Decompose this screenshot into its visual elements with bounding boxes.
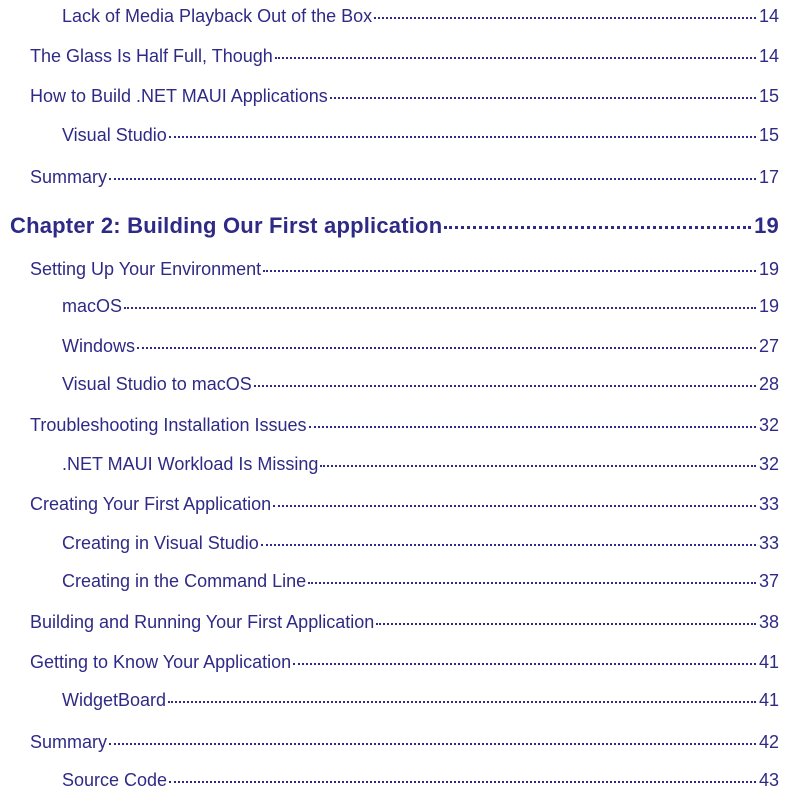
- toc-entry-page: 33: [758, 494, 779, 514]
- toc-dot-leader: [168, 701, 756, 703]
- toc-entry-title: Visual Studio to macOS: [62, 374, 252, 394]
- toc-entry-page: 15: [758, 125, 779, 145]
- toc-chapter-entry[interactable]: [10, 213, 779, 239]
- toc-dot-leader: [261, 544, 756, 546]
- toc-entry-title: macOS: [62, 296, 123, 316]
- toc-dot-leader: [309, 426, 756, 428]
- toc-dot-leader: [273, 505, 756, 507]
- toc-entry-page: 17: [758, 167, 779, 187]
- toc-entry-page: 42: [758, 732, 779, 752]
- toc-entry[interactable]: [62, 690, 779, 711]
- toc-entry-page: 37: [758, 571, 779, 591]
- toc-entry[interactable]: [30, 612, 779, 633]
- toc-dot-leader: [275, 57, 756, 59]
- toc-entry-title: Troubleshooting Installation Issues: [30, 415, 307, 435]
- toc-dot-leader: [330, 97, 756, 99]
- toc-entry-page: 15: [758, 86, 779, 106]
- toc-dot-leader: [308, 582, 756, 584]
- toc-entry-title: Building and Running Your First Application: [30, 612, 375, 632]
- toc-entry[interactable]: [30, 86, 779, 107]
- toc-entry-page: 32: [758, 454, 779, 474]
- toc-entry[interactable]: [30, 259, 779, 280]
- toc-dot-leader: [169, 136, 756, 138]
- toc-entry[interactable]: [62, 533, 779, 554]
- toc-entry-title: How to Build .NET MAUI Applications: [30, 86, 328, 106]
- toc-entry[interactable]: [30, 46, 779, 67]
- toc-entry[interactable]: [62, 6, 779, 27]
- toc-entry-page: 41: [758, 690, 779, 710]
- toc-entry[interactable]: [30, 652, 779, 673]
- toc-entry-title: Creating Your First Application: [30, 494, 272, 514]
- toc-entry-page: 14: [758, 6, 779, 26]
- toc-entry-page: 19: [758, 259, 779, 279]
- toc-entry-title: Windows: [62, 336, 136, 356]
- toc-entry-page: 28: [758, 374, 779, 394]
- toc-entry-title: Source Code: [62, 770, 168, 790]
- toc-dot-leader: [124, 307, 756, 309]
- toc-entry[interactable]: [30, 415, 779, 436]
- toc-dot-leader: [109, 743, 756, 745]
- toc-dot-leader: [109, 178, 756, 180]
- toc-entry-title: WidgetBoard: [62, 690, 167, 710]
- toc-entry[interactable]: [62, 454, 779, 475]
- toc-dot-leader: [374, 17, 756, 19]
- toc-dot-leader: [254, 385, 756, 387]
- toc-entry-title: Setting Up Your Environment: [30, 259, 262, 279]
- toc-entry-page: 19: [754, 213, 779, 238]
- toc-entry-title: Summary: [30, 732, 108, 752]
- toc-chapter-title: Chapter 2: Building Our First application: [10, 213, 443, 238]
- toc-dot-leader: [263, 270, 756, 272]
- toc-entry-page: 32: [758, 415, 779, 435]
- toc-entry[interactable]: [30, 167, 779, 188]
- toc-dot-leader: [320, 465, 756, 467]
- toc-entry[interactable]: [30, 494, 779, 515]
- toc-entry-title: Visual Studio: [62, 125, 167, 145]
- toc-dot-leader: [376, 623, 756, 625]
- toc-entry[interactable]: [62, 571, 779, 592]
- toc-entry-title: Creating in the Command Line: [62, 571, 307, 591]
- toc-entry-page: 14: [758, 46, 779, 66]
- toc-entry[interactable]: [62, 125, 779, 146]
- toc-entry[interactable]: [62, 770, 779, 791]
- toc-entry[interactable]: [62, 336, 779, 357]
- toc-dot-leader: [444, 226, 751, 229]
- toc-entry-page: 19: [758, 296, 779, 316]
- toc-dot-leader: [169, 781, 756, 783]
- toc-entry-title: Summary: [30, 167, 108, 187]
- toc-dot-leader: [137, 347, 756, 349]
- toc-entry-page: 33: [758, 533, 779, 553]
- toc-entry-title: The Glass Is Half Full, Though: [30, 46, 273, 66]
- toc-entry-title: Creating in Visual Studio: [62, 533, 259, 553]
- toc-entry-page: 43: [758, 770, 779, 790]
- toc-entry-page: 41: [758, 652, 779, 672]
- toc-entry[interactable]: [62, 374, 779, 395]
- toc-entry-page: 38: [758, 612, 779, 632]
- toc-dot-leader: [293, 663, 756, 665]
- toc-entry-title: Lack of Media Playback Out of the Box: [62, 6, 373, 26]
- toc-entry-title: .NET MAUI Workload Is Missing: [62, 454, 319, 474]
- toc-entry-title: Getting to Know Your Application: [30, 652, 292, 672]
- toc-entry-page: 27: [758, 336, 779, 356]
- toc-entry[interactable]: [30, 732, 779, 753]
- toc-entry[interactable]: [62, 296, 779, 317]
